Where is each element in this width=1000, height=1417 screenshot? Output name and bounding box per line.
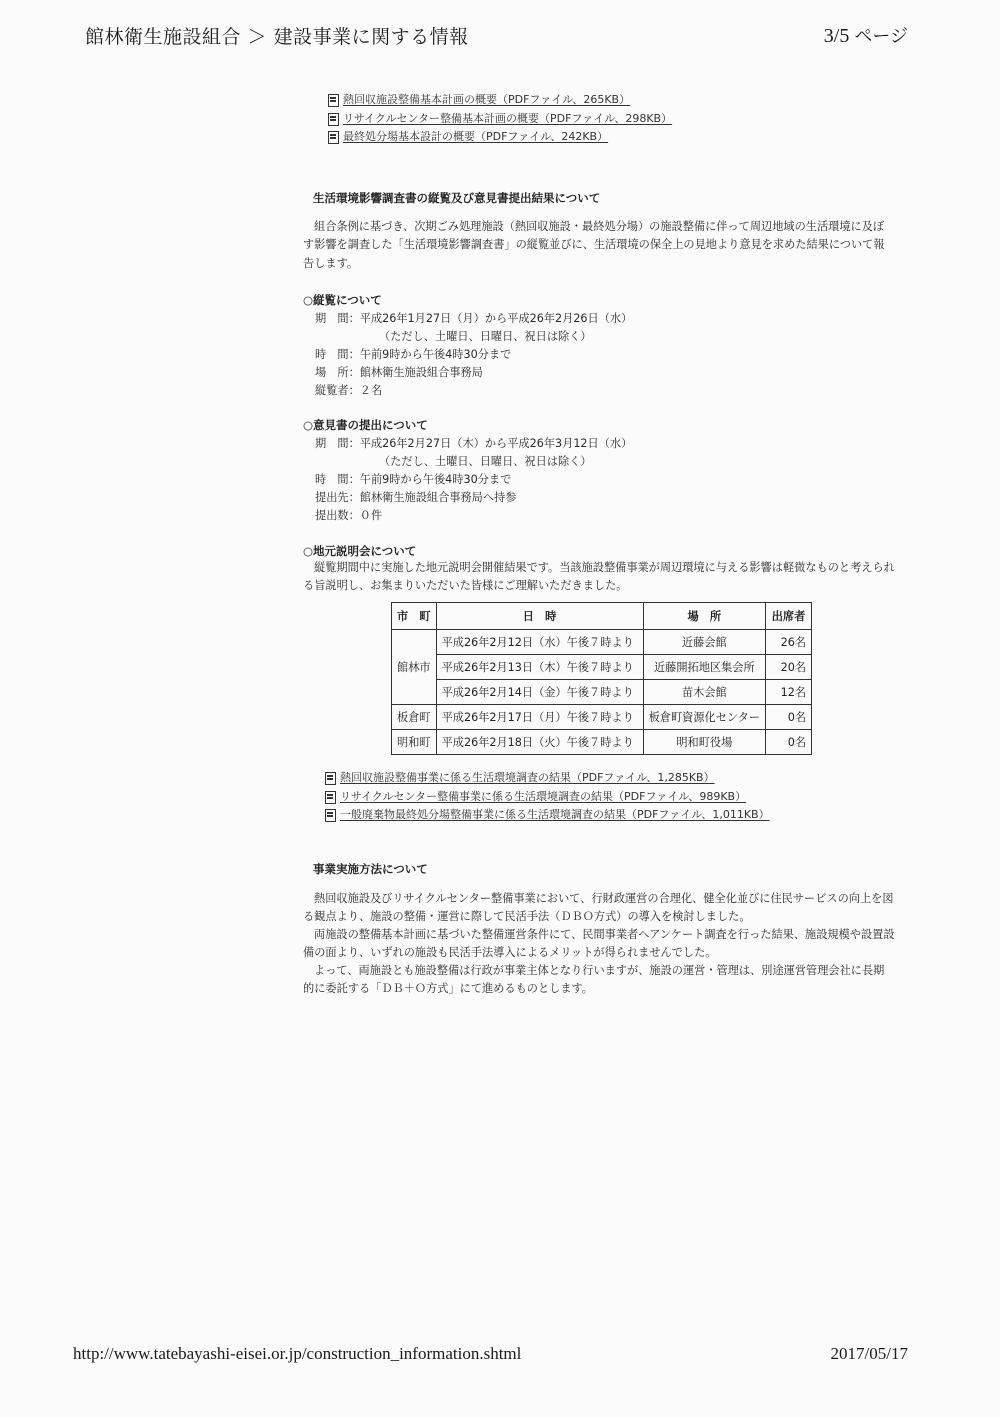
cell-datetime: 平成26年2月12日（水）午後７時より <box>436 630 643 655</box>
table-row <box>392 655 812 680</box>
method-paragraph-2: 両施設の整備基本計画に基づいた整備運営条件にて、民間事業者へアンケート調査を行った結果、施設規模や設置設備の面より、いずれの施設も民活手法導入によるメリットが得られませんでした。 <box>303 928 895 960</box>
footer-url: http://www.tatebayashi-eisei.or.jp/construction_information.shtml <box>73 1344 522 1363</box>
top-pdf-links <box>328 91 672 147</box>
pdf-icon <box>325 809 335 821</box>
opinion-heading: ○意見書の提出について <box>303 418 428 432</box>
pdf-icon <box>325 791 335 803</box>
pdf-icon <box>328 94 338 106</box>
table-header-row <box>392 603 812 630</box>
col-header-datetime: 日 時 <box>436 603 643 630</box>
cell-place: 板倉町資源化センター <box>643 705 765 730</box>
page-number <box>824 22 908 48</box>
briefing-text: 縦覧期間中に実施した地元説明会開催結果です。当該施設整備事業が周辺環境に与える影響は軽微なものと考えられる旨説明し、お集まりいただいた皆様にご理解いただきました。 <box>303 561 895 593</box>
method-paragraph-1: 熱回収施設及びリサイクルセンター整備事業において、行財政運営の合理化、健全化並びに住民サービスの向上を図る観点より、施設の整備・運営に際して民活手法（ＤＢＯ方式）の導入を検討しました。 <box>303 892 894 924</box>
cell-datetime: 平成26年2月14日（金）午後７時より <box>436 680 643 705</box>
cell-place: 近藤開拓地区集会所 <box>643 655 765 680</box>
pdf-link-final-disposal-design[interactable]: 最終処分場基本設計の概要（PDFファイル、242KB） <box>328 128 672 147</box>
inspection-time: 時 間：午前9時から午後4時30分まで <box>315 348 512 361</box>
cell-place: 苗木会館 <box>643 680 765 705</box>
col-header-attendees: 出席者 <box>766 603 812 630</box>
pdf-link-heat-recovery-plan[interactable]: 熱回収施設整備基本計画の概要（PDFファイル、265KB） <box>328 91 672 110</box>
footer-date: 2017/05/17 <box>830 1344 908 1363</box>
opinion-destination: 提出先：館林衛生施設組合事務局へ持参 <box>315 491 517 504</box>
opinion-period-note: （ただし、土曜日、日曜日、祝日は除く） <box>379 455 592 468</box>
inspection-count: 縦覧者：２名 <box>315 384 383 397</box>
cell-city: 館林市 <box>392 630 437 705</box>
table-row <box>392 730 812 755</box>
opinion-period: 期 間：平成26年2月27日（木）から平成26年3月12日（水） <box>315 437 633 450</box>
opinion-count: 提出数：０件 <box>315 509 383 522</box>
page-title: 館林衛生施設組合 ＞ 建設事業に関する情報 <box>85 26 469 48</box>
inspection-period: 期 間：平成26年1月27日（月）から平成26年2月26日（水） <box>315 312 633 325</box>
table-row <box>392 680 812 705</box>
inspection-place: 場 所：館林衛生施設組合事務局 <box>315 366 483 379</box>
inspection-period-note: （ただし、土曜日、日曜日、祝日は除く） <box>379 330 592 343</box>
pdf-link-recycle-center-result[interactable]: リサイクルセンター整備事業に係る生活環境調査の結果（PDFファイル、989KB） <box>325 788 770 807</box>
table-row <box>392 705 812 730</box>
briefing-table <box>391 602 812 755</box>
pdf-icon <box>328 113 338 125</box>
pdf-link-recycle-center-plan[interactable]: リサイクルセンター整備基本計画の概要（PDFファイル、298KB） <box>328 110 672 129</box>
briefing-heading: ○地元説明会について <box>303 544 417 558</box>
cell-datetime: 平成26年2月18日（火）午後７時より <box>436 730 643 755</box>
cell-place: 近藤会館 <box>643 630 765 655</box>
cell-city: 板倉町 <box>392 705 437 730</box>
cell-attendees: 12名 <box>766 680 812 705</box>
result-pdf-links <box>325 769 770 825</box>
col-header-city: 市 町 <box>392 603 437 630</box>
pdf-link-final-disposal-result[interactable]: 一般廃棄物最終処分場整備事業に係る生活環境調査の結果（PDFファイル、1,011KB） <box>325 806 770 825</box>
pdf-icon <box>328 131 338 143</box>
page-number-value: 3/5 <box>823 25 850 47</box>
cell-attendees: 0名 <box>766 705 812 730</box>
pdf-link-heat-recovery-result[interactable]: 熱回収施設整備事業に係る生活環境調査の結果（PDFファイル、1,285KB） <box>325 769 770 788</box>
cell-attendees: 20名 <box>766 655 812 680</box>
inspection-heading: ○縦覧について <box>303 293 382 307</box>
cell-datetime: 平成26年2月13日（木）午後７時より <box>436 655 643 680</box>
method-paragraph-3: よって、両施設とも施設整備は行政が事業主体となり行いますが、施設の運営・管理は、別途運営管理会社に長期的に委託する「ＤＢ＋Ｏ方式」にて進めるものとします。 <box>303 964 885 996</box>
cell-datetime: 平成26年2月17日（月）午後７時より <box>436 705 643 730</box>
col-header-place: 場 所 <box>643 603 765 630</box>
eia-intro: 組合条例に基づき、次期ごみ処理施設（熱回収施設・最終処分場）の施設整備に伴って周辺地域の生活環境に及ぼす影響を調査した「生活環境影響調査書」の縦覧並びに、生活環境の保全上の見地より意見を求めた結果について報告します。 <box>303 220 885 270</box>
eia-heading: 生活環境影響調査書の縦覧及び意見書提出結果について <box>313 191 601 205</box>
opinion-time: 時 間：午前9時から午後4時30分まで <box>315 473 512 486</box>
page-number-suffix: ページ <box>854 26 908 47</box>
cell-attendees: 26名 <box>766 630 812 655</box>
cell-place: 明和町役場 <box>643 730 765 755</box>
pdf-icon <box>325 772 335 784</box>
table-row <box>392 630 812 655</box>
method-heading: 事業実施方法について <box>313 862 428 876</box>
cell-city: 明和町 <box>392 730 437 755</box>
cell-attendees: 0名 <box>766 730 812 755</box>
